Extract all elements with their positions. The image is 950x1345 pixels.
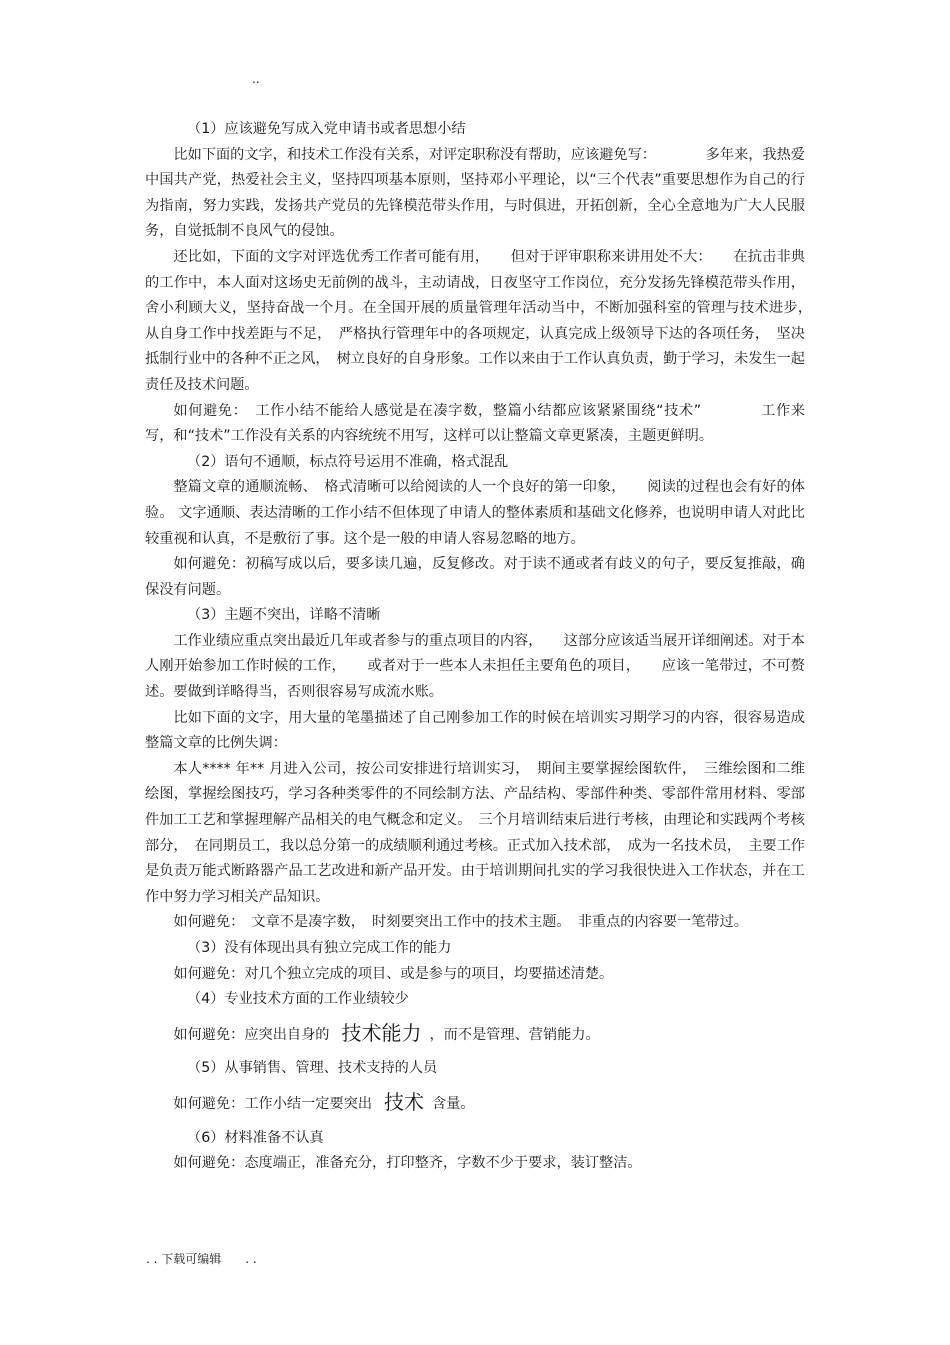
section-3b-heading: （3）没有体现出具有独立完成工作的能力 <box>187 940 452 956</box>
section-3-heading: （3）主题不突出，详略不清晰 <box>187 607 381 624</box>
footer-note: . . 下载可编辑 . . <box>146 1252 257 1266</box>
section-5-avoid-post: 含量。 <box>432 1095 475 1112</box>
section-2-avoid: 如何避免：初稿写成以后，要多读几遍，反复修改。对于读不通或者有歧义的句子，要反复推敲，确保没有问题。 <box>145 556 805 598</box>
section-2-heading: （2）语句不通顺，标点符号运用不准确，格式混乱 <box>187 453 509 470</box>
section-1-avoid: 如何避免： 工作小结不能给人感觉是在凑字数，整篇小结都应该紧紧围绕“技术” 工作来写，和“技术”工作没有关系的内容统统不用写，这样可以让整篇文章更紧凑，主题更鲜明。 <box>145 402 805 445</box>
section-4-avoid-post: ，而不是管理、营销能力。 <box>429 1026 600 1043</box>
section-5-avoid-emphasis: 技术 <box>384 1089 425 1114</box>
section-3-paragraph-1: 工作业绩应重点突出最近几年或者参与的重点项目的内容， 这部分应该适当展开详细阐述。对于本人刚开始参加工作时候的工作， 或者对于一些本人未担任主要角色的项目， 应该一笔带过，不可赘述。要做到详略得当，否则很容易写成流水账。 <box>145 632 805 701</box>
section-4-heading: （4）专业技术方面的工作业绩较少 <box>187 991 409 1008</box>
section-6-avoid: 如何避免：态度端正，准备充分，打印整齐，字数不少于要求，装订整洁。 <box>173 1155 642 1172</box>
section-3-avoid: 如何避免： 文章不是凑字数， 时刻要突出工作中的技术主题。 非重点的内容要一笔带过。 <box>173 914 748 931</box>
section-3b-avoid: 如何避免：对几个独立完成的项目、或是参与的项目，均要描述清楚。 <box>173 965 614 982</box>
section-4-avoid-emphasis: 技术能力 <box>341 1020 422 1045</box>
section-6-heading: （6）材料准备不认真 <box>187 1129 324 1146</box>
section-1-paragraph-2: 还比如，下面的文字对评选优秀工作者可能有用， 但对于评审职称来讲用处不大： 在抗击非典的工作中，本人面对这场史无前例的战斗，主动请战，日夜坚守工作岗位，充分发扬先锋模范带头作用，舍小利顾大义，坚持奋战一个月。在全国开展的质量管理年活动当中，不断加强科室的管理与技术进步， 从自身工作中找差距与不足， 严格执行管理年中的各项规定，认真完成上级领导下达的各项任务， 坚决抵制行业中的各种不正之风， 树立良好的自身形象。工作以来由于工作认真负责，勤于学习，未发生一起责任及技术问题。 <box>145 248 820 393</box>
section-5-heading: （5）从事销售、管理、技术支持的人员 <box>187 1060 438 1077</box>
section-2-paragraph-1: 整篇文章的通顺流畅、 格式清晰可以给阅读的人一个良好的第一印象， 阅读的过程也会有好的体验。 文字通顺、表达清晰的工作小结不但体现了申请人的整体素质和基础文化修养，也说明申请人对此比较重视和认真，不是敷衍了事。这个是一般的申请人容易忽略的地方。 <box>145 479 805 547</box>
section-1-heading: （1）应该避免写成入党申请书或者思想小结 <box>187 121 466 137</box>
section-3-paragraph-2: 比如下面的文字，用大量的笔墨描述了自己刚参加工作的时候在培训实习期学习的内容，很容易造成整篇文章的比例失调： <box>145 709 805 752</box>
section-5-avoid-pre: 如何避免：工作小结一定要突出 <box>173 1095 373 1112</box>
document-body <box>145 117 820 1177</box>
section-4-avoid-pre: 如何避免：应突出自身的 <box>173 1026 330 1043</box>
section-3-paragraph-3: 本人**** 年** 月进入公司，按公司安排进行培训实习， 期间主要掌握绘图软件， 三维绘图和二维绘图，掌握绘图技巧，学习各种类零件的不同绘制方法、产品结构、零部件种类、零部件常用材料、零部件加工工艺和掌握理解产品相关的电气概念和定义。 三个月培训结束后进行考核，由理论和实践两个考核部分， 在同期员工，我以总分第一的成绩顺利通过考核。正式加入技术部， 成为一名技术员， 主要工作是负责万能式断路器产品工艺改进和新产品开发。由于培训期间扎实的学习我很快进入工作状态，并在工作中努力学习相关产品知识。 <box>145 760 805 905</box>
section-1-paragraph-1: 比如下面的文字，和技术工作没有关系，对评定职称没有帮助，应该避免写： 多年来，我热爱中国共产党，热爱社会主义，坚持四项基本原则，坚持邓小平理论，以“三个代表”重要思想作为自己的行为指南，努力实践，发扬共产党员的先锋模范带头作用，与时俱进，开拓创新，全心全意地为广大人民服务，自觉抵制不良风气的侵蚀。 <box>145 146 805 240</box>
section-4-avoid <box>145 1021 805 1049</box>
section-5-avoid <box>145 1090 805 1118</box>
header-mark: .. <box>252 72 260 86</box>
